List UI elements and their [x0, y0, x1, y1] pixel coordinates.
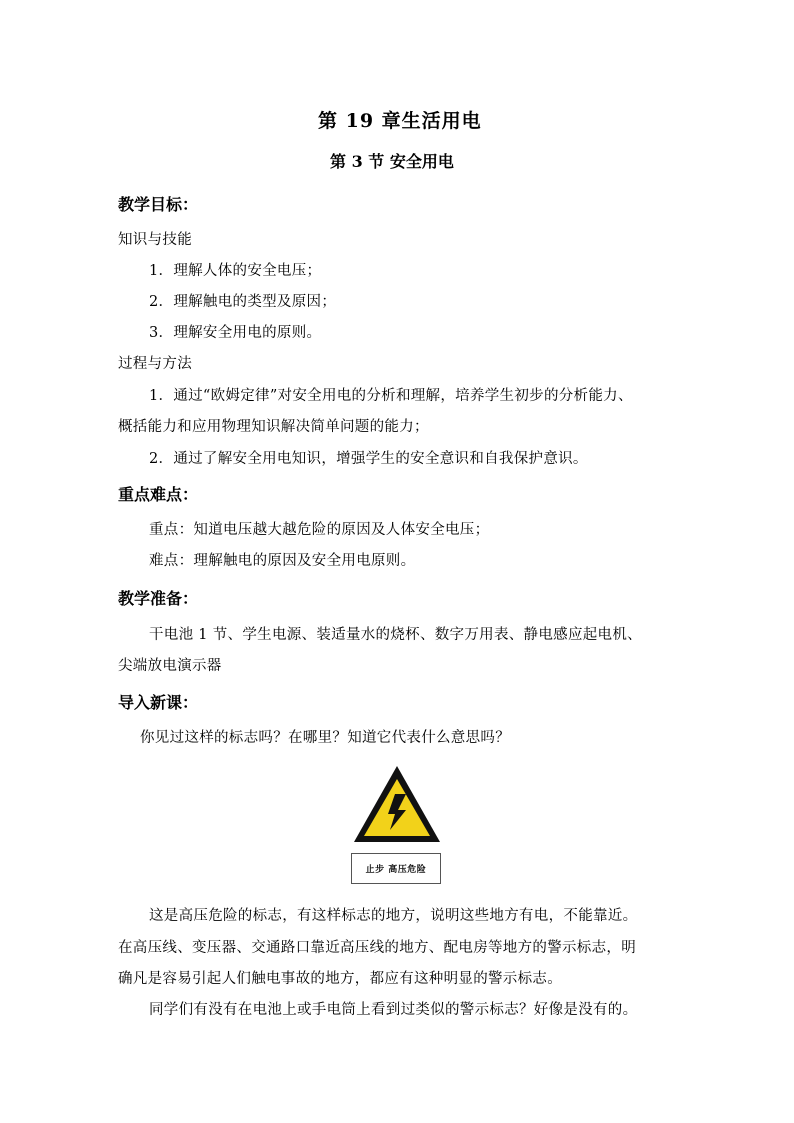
intro-heading: 导入新课： [118, 693, 199, 712]
intro-paragraph-line: 确凡是容易引起人们触电事故的地方，都应有这种明显的警示标志。 [118, 971, 562, 987]
prep-line: 干电池 1 节、学生电源、装适量水的烧杯、数字万用表、静电感应起电机、 [149, 627, 642, 643]
prep-heading: 教学准备： [118, 589, 199, 608]
prep-line-continued: 尖端放电演示器 [118, 658, 222, 674]
intro-paragraph-line: 同学们有没有在电池上或手电筒上看到过类似的警示标志？好像是没有的。 [149, 1002, 638, 1018]
key-point-line: 重点：知道电压越大越危险的原因及人体安全电压； [149, 522, 490, 538]
goals-heading: 教学目标： [118, 195, 199, 214]
knowledge-label: 知识与技能 [118, 232, 192, 248]
process-item-continued: 概括能力和应用物理知识解决简单问题的能力； [118, 419, 429, 435]
section-subtitle: 第 3 节 安全用电 [330, 152, 454, 171]
knowledge-item: 1．理解人体的安全电压； [149, 263, 322, 279]
process-label: 过程与方法 [118, 356, 192, 372]
intro-question: 你见过这样的标志吗？在哪里？知道它代表什么意思吗？ [140, 730, 510, 746]
key-points-heading: 重点难点： [118, 485, 199, 504]
difficult-point-line: 难点：理解触电的原因及安全用电原则。 [149, 553, 416, 569]
page-title: 第 19 章生活用电 [318, 110, 482, 132]
process-item: 2．通过了解安全用电知识，增强学生的安全意识和自我保护意识。 [149, 451, 588, 467]
knowledge-item: 3．理解安全用电的原则。 [149, 325, 322, 341]
process-item: 1．通过“欧姆定律”对安全用电的分析和理解，培养学生初步的分析能力、 [149, 388, 633, 404]
high-voltage-warning-icon [352, 764, 442, 844]
knowledge-item: 2．理解触电的类型及原因； [149, 294, 337, 310]
sign-label: 止步 高压危险 [351, 853, 441, 884]
intro-paragraph-line: 在高压线、变压器、交通路口靠近高压线的地方、配电房等地方的警示标志，明 [118, 940, 636, 956]
intro-paragraph-line: 这是高压危险的标志，有这样标志的地方，说明这些地方有电，不能靠近。 [149, 908, 638, 924]
